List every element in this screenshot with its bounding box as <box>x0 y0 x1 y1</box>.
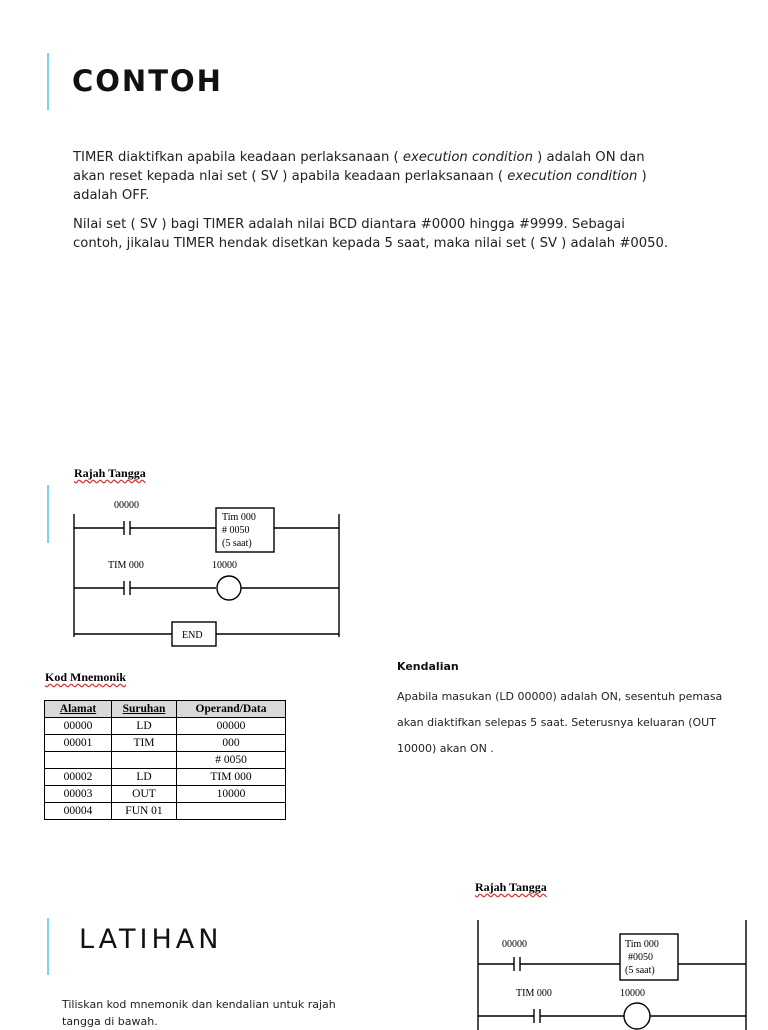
table-row: 00004 FUN 01 <box>45 803 286 820</box>
ladder2-timer-line1: Tim 000 <box>625 939 659 950</box>
table-row: 00003 OUT 10000 <box>45 786 286 803</box>
table-row: 00001 TIM 000 <box>45 735 286 752</box>
coil-label-10000: 10000 <box>212 560 237 571</box>
table-row: 00002 LD TIM 000 <box>45 769 286 786</box>
contact-label-tim000: TIM 000 <box>108 560 144 571</box>
ladder2-caption: Rajah Tangga <box>475 880 547 894</box>
col-header-alamat: Alamat <box>45 701 112 718</box>
side-accent-bar <box>47 485 49 543</box>
timer-label-line3: (5 saat) <box>222 538 252 549</box>
ladder2-contact-label-tim000: TIM 000 <box>516 988 552 999</box>
ladder2-timer-line3: (5 saat) <box>625 965 655 976</box>
col-header-operand: Operand/Data <box>177 701 286 718</box>
timer-label-line1: Tim 000 <box>222 512 256 523</box>
table-header-row <box>45 701 286 718</box>
mnemonic-caption: Kod Mnemonik <box>45 670 127 684</box>
timer-label-line2: # 0050 <box>222 525 250 536</box>
ladder2-timer-line2: #0050 <box>628 952 653 963</box>
ladder-caption: Rajah Tangga <box>74 466 146 480</box>
col-header-suruhan: Suruhan <box>112 701 177 718</box>
kendalian-body: Apabila masukan (LD 00000) adalah ON, sesentuh pemasa akan diaktifkan selepas 5 saat. Seterusnya keluaran (OUT 10000) akan ON . <box>397 690 723 755</box>
ladder2-contact-label-00000: 00000 <box>502 939 527 950</box>
ladder2-coil-label-10000: 10000 <box>620 988 645 999</box>
kendalian-title: Kendalian <box>397 660 459 673</box>
end-label: END <box>182 630 203 641</box>
table-row: 00000 LD 00000 <box>45 718 286 735</box>
description-text <box>73 148 673 263</box>
contact-label-00000: 00000 <box>114 500 139 511</box>
latihan-body: Tiliskan kod mnemonik dan kendalian untuk rajah tangga di bawah. <box>62 998 336 1028</box>
heading-accent-bar-2 <box>47 918 49 975</box>
ladder-diagram <box>70 490 360 650</box>
section-title-latihan: LATIHAN <box>79 924 223 955</box>
table-row: # 0050 <box>45 752 286 769</box>
paragraph-set-value: Nilai set ( SV ) bagi TIMER adalah nilai BCD diantara #0000 hingga #9999. Sebagai contoh, jikalau TIMER hendak disetkan kepada 5 saat, maka nilai set ( SV ) adalah #0050. <box>73 217 669 251</box>
mnemonic-table <box>44 700 286 820</box>
paragraph-timer-condition: TIMER diaktifkan apabila keadaan perlaksanaan ( execution condition ) adalah ON dan akan reset kepada nlai set ( SV ) apabila keadaan perlaksanaan ( execution condition ) adalah OFF. <box>73 150 647 203</box>
ladder2-diagram <box>470 910 760 1030</box>
section-title-contoh: CONTOH <box>72 64 223 98</box>
heading-accent-bar <box>47 53 49 110</box>
